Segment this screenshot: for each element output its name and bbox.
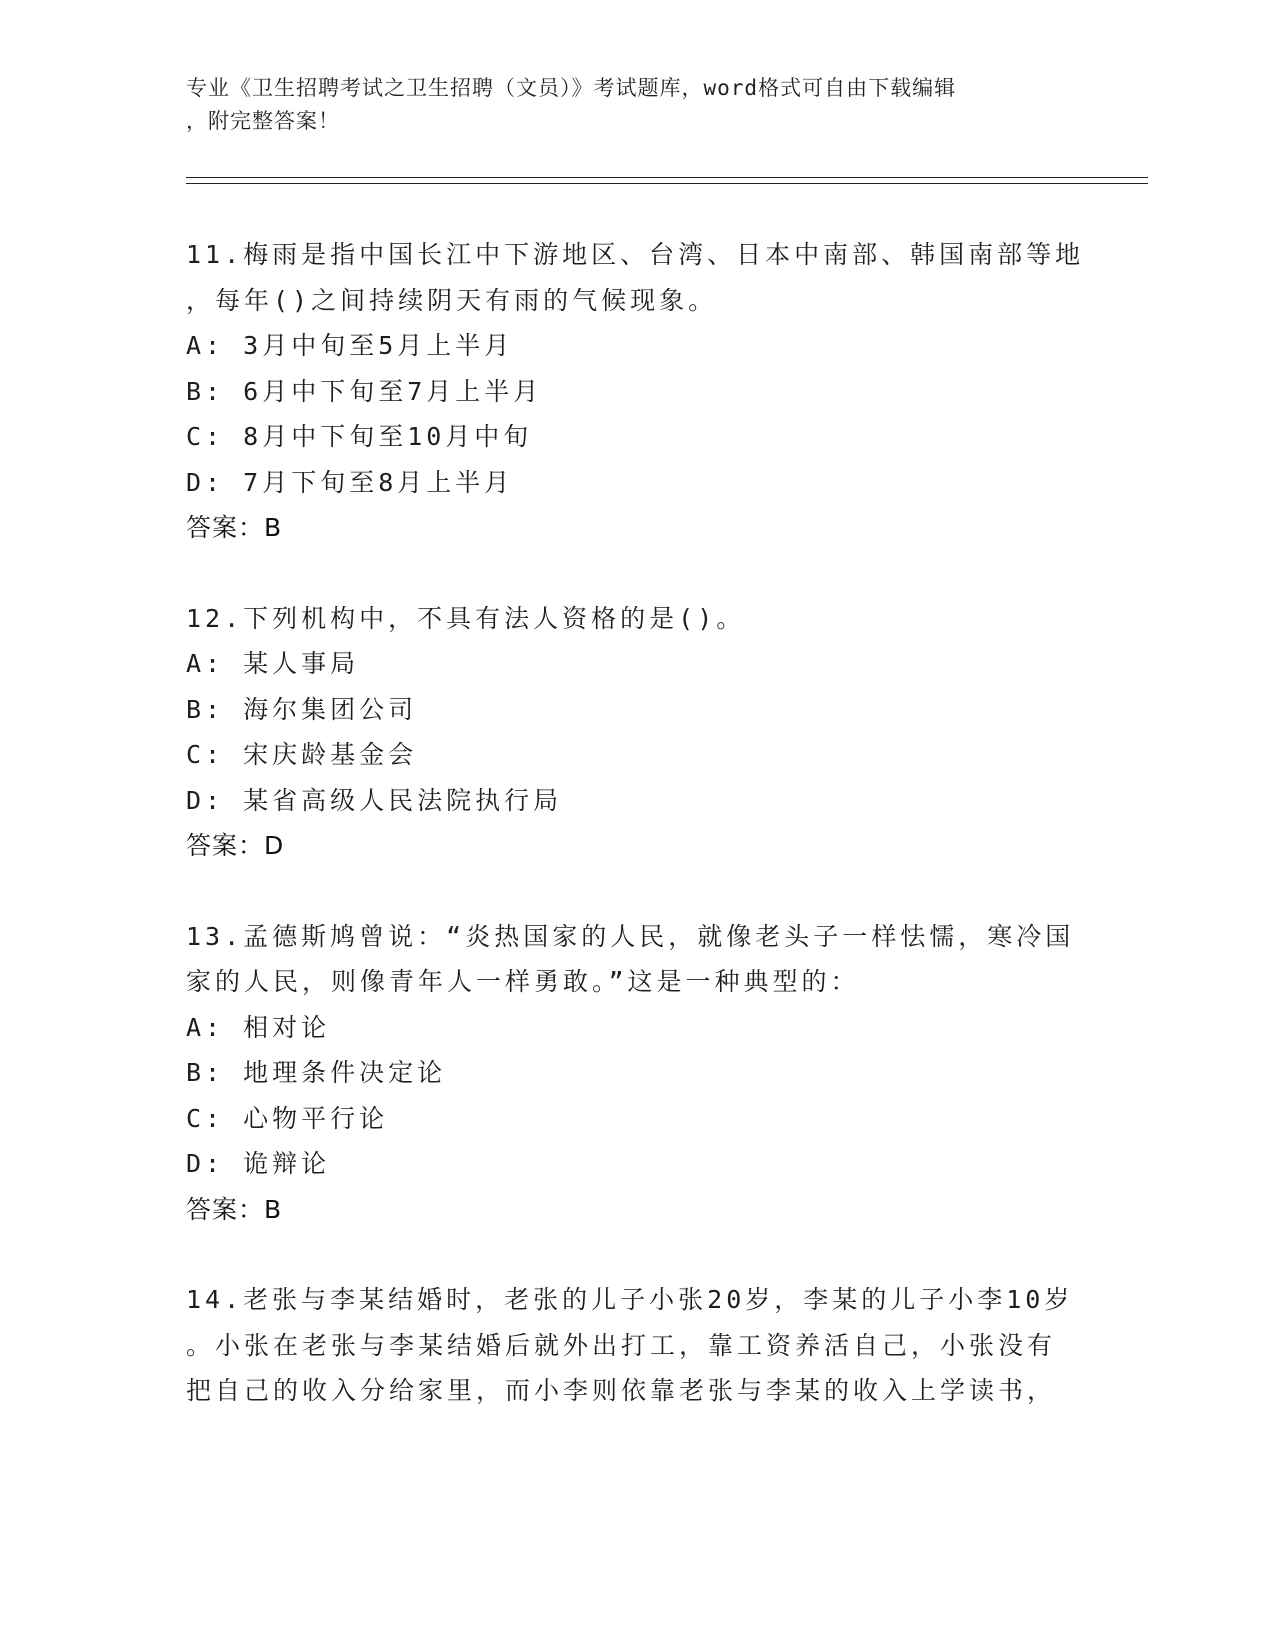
answer-key: 答案：B — [186, 1194, 283, 1224]
header-title-line-2: ，附完整答案！ — [186, 109, 340, 133]
answer-key: 答案：B — [186, 513, 283, 542]
question-stem-line: 14.老张与李某结婚时，老张的儿子小张20岁，李某的儿子小李10岁 — [186, 1285, 1074, 1314]
answer-key: 答案：D — [186, 831, 285, 860]
document-header — [186, 72, 1086, 138]
option-c: C: 8月中下旬至10月中旬 — [186, 422, 533, 451]
question-stem-line: 11.梅雨是指中国长江中下游地区、台湾、日本中南部、韩国南部等地 — [186, 240, 1085, 269]
option-d: D: 某省高级人民法院执行局 — [186, 785, 563, 815]
option-c: C: 宋庆龄基金会 — [186, 740, 418, 769]
question-12 — [186, 596, 1086, 869]
option-b: B: 地理条件决定论 — [186, 1058, 447, 1087]
option-c: C: 心物平行论 — [186, 1103, 389, 1133]
option-d: D: 7月下旬至8月上半月 — [186, 467, 514, 497]
question-stem-line: 。小张在老张与李某结婚后就外出打工，靠工资养活自己，小张没有 — [186, 1330, 1057, 1360]
question-14 — [186, 1277, 1086, 1414]
option-b: B: 6月中下旬至7月上半月 — [186, 376, 543, 406]
option-b: B: 海尔集团公司 — [186, 694, 418, 724]
question-list — [186, 232, 1086, 1459]
question-stem-line: 12.下列机构中，不具有法人资格的是()。 — [186, 603, 746, 633]
question-13 — [186, 914, 1086, 1233]
question-11 — [186, 232, 1086, 551]
header-divider-bottom — [186, 183, 1148, 184]
option-a: A: 相对论 — [186, 1012, 331, 1042]
question-stem-line: 家的人民，则像青年人一样勇敢。”这是一种典型的： — [186, 967, 860, 996]
option-a: A: 3月中旬至5月上半月 — [186, 331, 514, 360]
header-title-line-1: 专业《卫生招聘考试之卫生招聘（文员）》考试题库，word格式可自由下载编辑 — [186, 76, 957, 100]
option-d: D: 诡辩论 — [186, 1149, 331, 1178]
question-stem-line: 13.孟德斯鸠曾说：“炎热国家的人民，就像老头子一样怯懦，寒冷国 — [186, 921, 1075, 951]
option-a: A: 某人事局 — [186, 649, 360, 678]
question-stem-line: 把自己的收入分给家里，而小李则依靠老张与李某的收入上学读书， — [186, 1376, 1057, 1405]
question-stem-line: ，每年()之间持续阴天有雨的气候现象。 — [186, 285, 718, 315]
header-divider-top — [186, 177, 1148, 178]
